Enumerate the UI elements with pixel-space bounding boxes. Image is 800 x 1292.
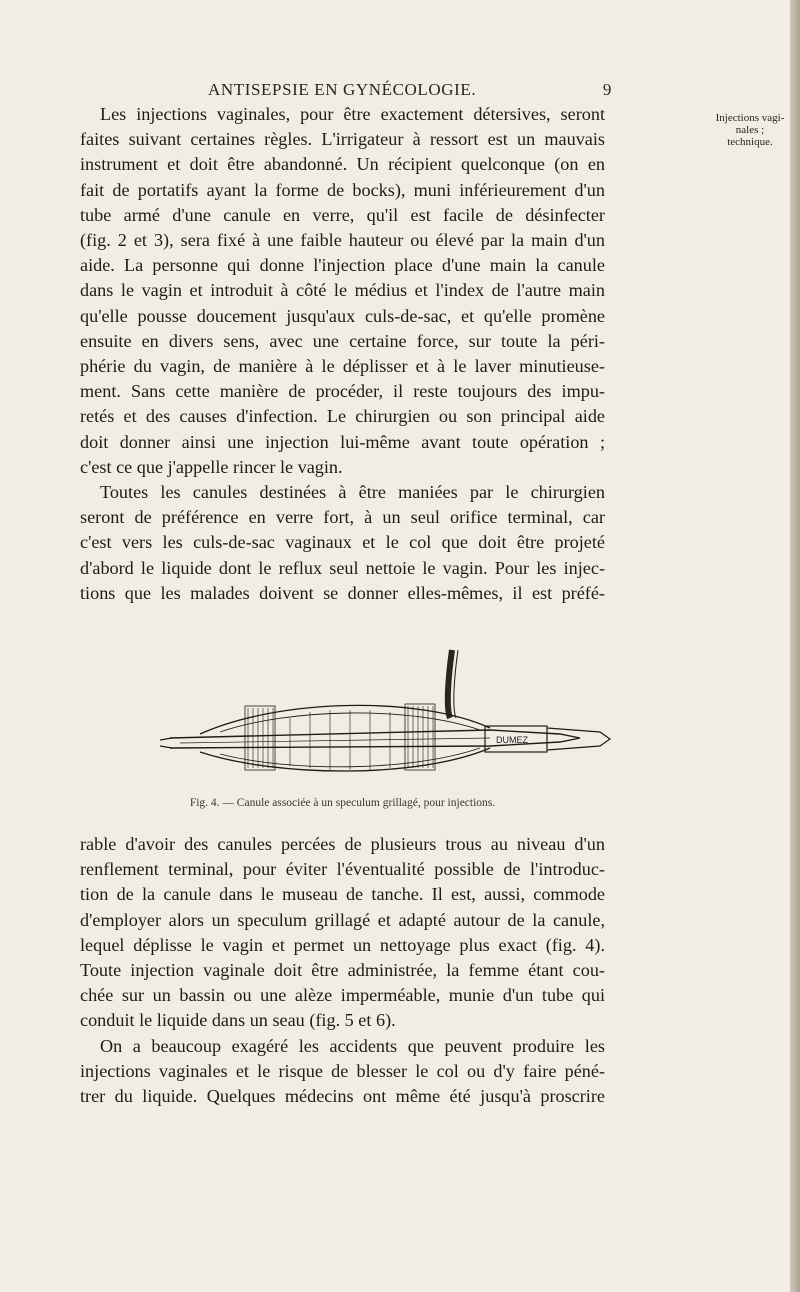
page-number: 9 [602,80,612,99]
margin-note-line: technique. [727,136,773,148]
text-line: doit donner ainsi une injection lui-même avant toute opération ; [80,431,605,452]
text-line: lequel déplisse le vagin et permet un nettoyage plus exact (fig. 4). [80,934,605,955]
text-line: c'est vers les culs-de-sac vaginaux et le col que doit être projeté [80,532,605,553]
text-line: Toutes les canules destinées à être maniées par le chirurgien [100,482,605,503]
text-line: fait de portatifs ayant la forme de bocks), muni inférieurement d'un [80,179,605,200]
margin-note-line: Injections vagi- [715,112,785,124]
text-line: trer du liquide. Quelques médecins ont même été jusqu'à proscrire [80,1086,605,1107]
text-line: retés et des causes d'infection. Le chirurgien ou son principal aide [80,406,605,427]
paragraph-injections [80,102,605,606]
text-line: d'employer alors un speculum grillagé et adapté autour de la canule, [80,909,605,930]
text-line: tions que les malades doivent se donner elles-mêmes, il est préfé- [80,582,605,603]
text-line: instrument et doit être abandonné. Un récipient quelconque (on en [80,154,605,175]
text-line: ment. Sans cette manière de procéder, il reste toujours des impu- [80,381,605,402]
text-line: chée sur un bassin ou une alèze imperméable, munie d'un tube qui [80,985,605,1006]
text-line: d'abord le liquide dont le reflux seul nettoie le vagin. Pour les injec- [80,557,605,578]
margin-note-line: nales ; [735,124,765,136]
text-line: rable d'avoir des canules percées de plusieurs trous au niveau d'un [80,834,605,854]
text-line: injections vaginales et le risque de blesser le col ou d'y faire péné- [80,1060,605,1081]
page-edge [790,0,800,1292]
text-line: aide. La personne qui donne l'injection place d'une main la canule [80,255,605,276]
text-line: renflement terminal, pour éviter l'éventualité possible de l'introduc- [80,859,605,880]
text-line: tion de la canule dans le museau de tanche. Il est, aussi, commode [80,884,605,905]
figure-maker-label: DUMEZ [496,735,528,745]
text-line: faites suivant certaines règles. L'irrigateur à ressort est un mauvais [80,129,605,150]
text-line: conduit le liquide dans un seau (fig. 5 et 6). [80,1010,396,1031]
running-title: ANTISEPSIE EN GYNÉCOLOGIE. [208,80,477,99]
text-line: On a beaucoup exagéré les accidents que peuvent produire les [100,1035,605,1056]
paragraph-canules [80,832,605,1109]
text-line: Les injections vaginales, pour être exactement détersives, seront [100,104,605,124]
text-line: Toute injection vaginale doit être administrée, la femme étant cou- [80,960,605,981]
figure-caption: Fig. 4. — Canule associée à un speculum grillagé, pour injections. [189,797,496,809]
margin-note [710,112,790,148]
text-line: tube armé d'une canule en verre, qu'il est facile de désinfecter [80,204,605,225]
text-line: seront de préférence en verre fort, à un seul orifice terminal, car [80,507,605,528]
text-line: ensuite en divers sens, avec une certaine force, sur toute la péri- [80,330,605,351]
text-line: qu'elle pousse doucement jusqu'aux culs-de-sac, et qu'elle promène [80,305,605,326]
text-line: dans le vagin et introduit à côté le médius et l'index de l'autre main [80,280,605,301]
text-line: (fig. 2 et 3), sera fixé à une faible hauteur ou élevé par la main d'un [80,230,605,251]
figure-cannula-speculum [160,648,620,780]
text-line: c'est ce que j'appelle rincer le vagin. [80,456,343,477]
text-line: phérie du vagin, de manière à le déplisser et à le laver minutieuse- [80,356,605,377]
